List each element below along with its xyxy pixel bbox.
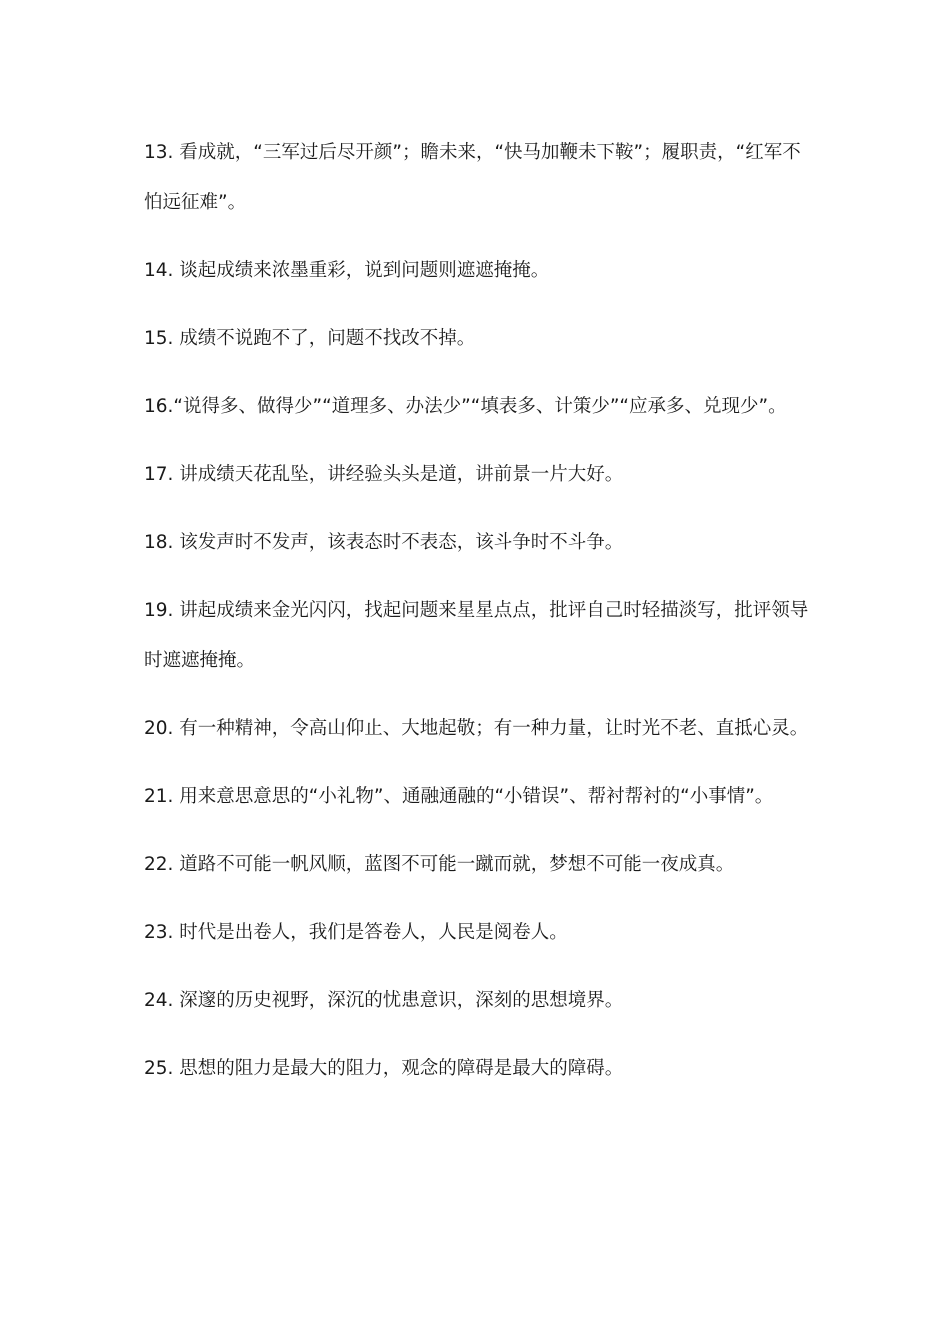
list-item-25: 25. 思想的阻力是最大的阻力，观念的障碍是最大的障碍。 bbox=[144, 1058, 624, 1079]
list-item-24: 24. 深邃的历史视野，深沉的忧患意识，深刻的思想境界。 bbox=[144, 990, 624, 1011]
list-item-23: 23. 时代是出卷人，我们是答卷人，人民是阅卷人。 bbox=[144, 922, 568, 943]
list-item-13: 13. 看成就，“三军过后尽开颜”；瞻未来，“快马加鞭未下鞍”；履职责，“红军不怕远征难”。 bbox=[144, 142, 801, 213]
list-item-19: 19. 讲起成绩来金光闪闪，找起问题来星星点点，批评自己时轻描淡写，批评领导时遮遮掩掩。 bbox=[144, 600, 809, 671]
list-item-21: 21. 用来意思意思的“小礼物”、通融通融的“小错误”、帮衬帮衬的“小事情”。 bbox=[144, 786, 774, 807]
list-item-17: 17. 讲成绩天花乱坠，讲经验头头是道，讲前景一片大好。 bbox=[144, 464, 624, 485]
list-item-16: 16.“说得多、做得少”“道理多、办法少”“填表多、计策少”“应承多、兑现少”。 bbox=[144, 396, 787, 417]
list-item-18: 18. 该发声时不发声，该表态时不表态，该斗争时不斗争。 bbox=[144, 532, 624, 553]
list-item-20: 20. 有一种精神，令高山仰止、大地起敬；有一种力量，让时光不老、直抵心灵。 bbox=[144, 718, 809, 739]
list-item-22: 22. 道路不可能一帆风顺，蓝图不可能一蹴而就，梦想不可能一夜成真。 bbox=[144, 854, 735, 875]
document-content bbox=[144, 128, 816, 1112]
list-item-15: 15. 成绩不说跑不了，问题不找改不掉。 bbox=[144, 328, 476, 349]
list-item-14: 14. 谈起成绩来浓墨重彩，说到问题则遮遮掩掩。 bbox=[144, 260, 550, 281]
